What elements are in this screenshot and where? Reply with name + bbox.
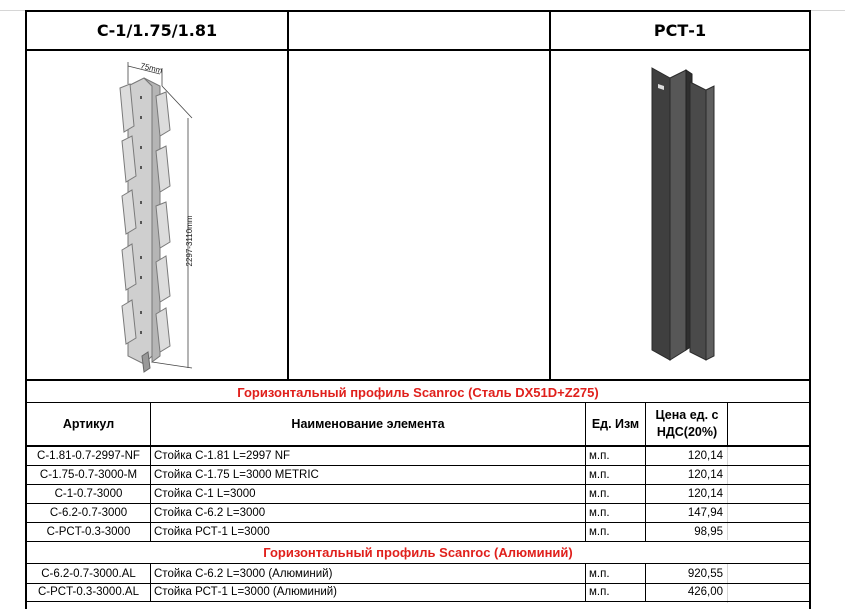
length-dimension-label: 2297-3110mm <box>185 215 194 267</box>
price-cell: 98,95 <box>694 525 723 538</box>
col-header-name: Наименование элемента <box>291 416 445 431</box>
sku-cell: C-PCT-0.3-3000.AL <box>38 586 139 598</box>
col-header-sku: Артикул <box>62 416 115 431</box>
price-cell: 920,55 <box>687 567 723 580</box>
section-title-aluminium: Горизонтальный профиль Scanroc (Алюминий) <box>263 545 573 560</box>
table-row <box>27 503 809 522</box>
sku-cell: C-1-0.7-3000 <box>54 487 123 500</box>
section-title-steel: Горизонтальный профиль Scanroc (Сталь DX51D+Z275) <box>237 384 599 400</box>
table-row <box>27 522 809 541</box>
sku-cell: C-1.75-0.7-3000-M <box>39 468 138 481</box>
column-header-c1: С-1/1.75/1.81 <box>96 21 218 40</box>
column-header-pct1: РСТ-1 <box>653 21 707 40</box>
unit-cell: м.п. <box>589 468 610 481</box>
name-cell: Стойка С-1 L=3000 <box>154 487 256 500</box>
width-dimension-label: 75mm <box>139 61 164 76</box>
name-cell: Стойка РСТ-1 L=3000 (Алюминий) <box>154 586 338 598</box>
unit-cell: м.п. <box>589 506 610 519</box>
pct1-profile-drawing <box>640 60 730 370</box>
price-cell: 147,94 <box>687 506 723 519</box>
price-cell: 120,14 <box>687 468 723 481</box>
c1-profile-drawing <box>100 56 220 376</box>
profile-body <box>120 78 170 372</box>
column-header-empty <box>289 12 549 49</box>
sku-cell: C-6.2-0.7-3000.AL <box>41 567 136 580</box>
name-cell: Стойка С-6.2 L=3000 <box>154 506 266 519</box>
sku-cell: C-6.2-0.7-3000 <box>49 506 128 519</box>
table-row <box>27 465 809 484</box>
name-cell: Стойка РСТ-1 L=3000 <box>154 525 270 538</box>
price-cell: 120,14 <box>687 449 723 462</box>
price-cell: 120,14 <box>687 487 723 500</box>
name-cell: Стойка С-1.75 L=3000 METRIC <box>154 468 319 481</box>
col-header-price: Цена ед. с НДС(20%) <box>655 408 719 439</box>
table-row <box>27 564 809 583</box>
col-header-unit: Ед. Изм <box>591 416 640 431</box>
sku-cell: C-1.81-0.7-2997-NF <box>37 449 140 462</box>
name-cell: Стойка С-1.81 L=2997 NF <box>154 449 291 462</box>
name-cell: Стойка С-6.2 L=3000 (Алюминий) <box>154 567 333 580</box>
unit-cell: м.п. <box>589 449 610 462</box>
table-row <box>27 446 809 465</box>
unit-cell: м.п. <box>589 567 610 580</box>
table-row <box>27 583 809 601</box>
table-row <box>27 484 809 503</box>
unit-cell: м.п. <box>589 525 610 538</box>
unit-cell: м.п. <box>589 586 610 598</box>
sku-cell: C-PCT-0.3-3000 <box>46 525 131 538</box>
price-cell: 426,00 <box>687 586 723 598</box>
unit-cell: м.п. <box>589 487 610 500</box>
